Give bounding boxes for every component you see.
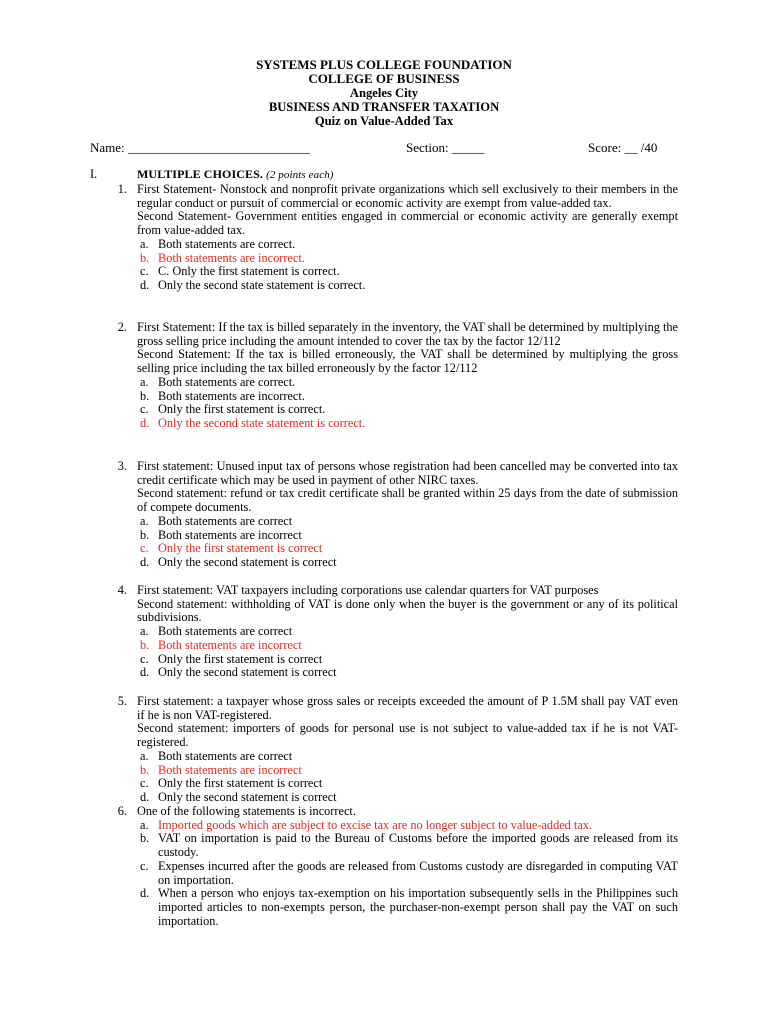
question-stem: One of the following statements is incorrect. [137, 804, 356, 818]
option-a[interactable] [137, 376, 678, 390]
option-b-answer[interactable] [137, 639, 678, 653]
question-number: 2. [117, 320, 127, 334]
option-c[interactable] [137, 777, 678, 791]
section-numeral: I. [90, 167, 98, 181]
option-letter: b. [140, 637, 150, 652]
statement-first: First statement: Unused input tax of persons whose registration had been cancelled may be converted into tax credit certificate which may be used in payment of other NIRC taxes. [137, 459, 678, 487]
statement-second: Second statement: importers of goods for personal use is not subject to value-added tax if he is not VAT-registered. [137, 721, 678, 750]
option-b-answer[interactable] [137, 764, 678, 778]
option-text: Only the first statement is correct [158, 651, 323, 666]
score-field-label: Score: __ /40 [588, 140, 658, 155]
option-letter: c. [140, 858, 149, 873]
question-6 [137, 805, 678, 928]
option-letter: d. [140, 789, 150, 804]
quiz-title: Quiz on Value-Added Tax [314, 114, 454, 128]
option-letter: b. [140, 831, 150, 846]
question-5 [137, 695, 678, 805]
city-name: Angeles City [349, 86, 419, 100]
option-letter: d. [140, 277, 150, 292]
name-field-label: Name: ____________________________ [90, 140, 310, 155]
option-text: Only the second state statement is correct. [158, 277, 366, 292]
option-a[interactable] [137, 515, 678, 529]
option-letter: a. [140, 513, 149, 528]
option-text: VAT on importation is paid to the Bureau of Customs before the imported goods are released from its custody. [158, 831, 678, 860]
institution-name: SYSTEMS PLUS COLLEGE FOUNDATION [256, 57, 512, 72]
option-a[interactable] [137, 750, 678, 764]
option-a[interactable] [137, 238, 678, 252]
option-d[interactable] [137, 279, 678, 293]
option-a-answer[interactable] [137, 819, 678, 833]
statement-first: First statement: a taxpayer whose gross sales or receipts exceeded the amount of P 1.5M shall pay VAT even if he is non VAT-registered. [137, 694, 678, 722]
option-d[interactable] [137, 887, 678, 928]
course-title: BUSINESS AND TRANSFER TAXATION [268, 100, 500, 114]
option-letter: d. [140, 665, 150, 680]
option-d-answer[interactable] [137, 417, 678, 431]
statement-second: Second statement: refund or tax credit certificate shall be granted within 25 days from the date of submission of compete documents. [137, 486, 678, 515]
option-text: Only the second statement is correct [158, 789, 337, 804]
option-letter: c. [140, 651, 149, 666]
option-letter: c. [140, 402, 149, 417]
question-2 [137, 321, 678, 431]
option-text: Both statements are incorrect [158, 527, 302, 542]
option-text: Both statements are incorrect [158, 762, 302, 777]
section-title [137, 168, 334, 183]
option-text: Imported goods which are subject to excise tax are no longer subject to value-added tax. [158, 817, 592, 832]
option-d[interactable] [137, 791, 678, 805]
option-a[interactable] [137, 625, 678, 639]
option-text: Both statements are correct. [158, 236, 296, 251]
option-letter: b. [140, 250, 150, 265]
question-3 [137, 460, 678, 570]
option-d[interactable] [137, 556, 678, 570]
statement-first: First Statement: If the tax is billed separately in the inventory, the VAT shall be determined by multiplying the gross selling price including the amount intended to cover the tax by the factor 12/112 [137, 320, 678, 348]
option-text: Only the first statement is correct [158, 776, 323, 791]
option-text: Only the first statement is correct. [158, 402, 326, 417]
statement-second: Second Statement: If the tax is billed erroneously, the VAT shall be determined by multiplying the gross selling price including the tax billed erroneously by the factor 12/112 [137, 347, 678, 376]
option-letter: b. [140, 762, 150, 777]
question-number: 5. [117, 694, 127, 708]
option-text: Both statements are correct [158, 624, 293, 639]
question-number: 3. [117, 459, 127, 473]
option-text: Both statements are correct. [158, 374, 296, 389]
option-letter: a. [140, 748, 149, 763]
question-number: 4. [117, 583, 127, 597]
statement-second: Second Statement- Government entities engaged in commercial or economic activity are generally exempt from value-added tax. [137, 209, 678, 238]
option-letter: b. [140, 527, 150, 542]
question-number: 1. [117, 182, 127, 196]
option-letter: c. [140, 264, 149, 279]
option-c[interactable] [137, 403, 678, 417]
option-d[interactable] [137, 666, 678, 680]
option-text: Both statements are correct [158, 513, 293, 528]
statement-first: First statement: VAT taxpayers including corporations use calendar quarters for VAT purposes [137, 583, 599, 597]
statement-second: Second statement: withholding of VAT is done only when the buyer is the government or any of its political subdivisions. [137, 596, 678, 625]
document-header [0, 58, 768, 128]
option-letter: a. [140, 817, 149, 832]
option-b[interactable] [137, 529, 678, 543]
section-title-text: MULTIPLE CHOICES. [137, 167, 263, 181]
option-text: Only the second state statement is correct. [158, 415, 366, 430]
option-text: Both statements are incorrect. [158, 388, 305, 403]
option-letter: a. [140, 624, 149, 639]
option-letter: a. [140, 236, 149, 251]
option-b[interactable] [137, 832, 678, 859]
option-text: Both statements are correct [158, 748, 293, 763]
option-letter: d. [140, 554, 150, 569]
option-text: Only the second statement is correct [158, 554, 337, 569]
question-1 [137, 183, 678, 293]
option-text: Both statements are incorrect. [158, 250, 305, 265]
option-c[interactable] [137, 653, 678, 667]
option-text: Both statements are incorrect [158, 637, 302, 652]
section-field-label: Section: _____ [406, 140, 485, 155]
option-letter: c. [140, 776, 149, 791]
statement-first: First Statement- Nonstock and nonprofit private organizations which sell exclusively to their members in the regular conduct or pursuit of commercial or economic activity are exempt from value-added tax. [137, 182, 678, 210]
question-4 [137, 584, 678, 680]
option-text: Expenses incurred after the goods are released from Customs custody are disregarded in computing VAT on importation. [158, 858, 678, 887]
question-number: 6. [117, 804, 127, 818]
option-c-answer[interactable] [137, 542, 678, 556]
college-name: COLLEGE OF BUSINESS [308, 71, 460, 86]
option-letter: d. [140, 886, 150, 901]
option-c[interactable] [137, 860, 678, 887]
option-letter: b. [140, 388, 150, 403]
option-b-answer[interactable] [137, 252, 678, 266]
option-text: Only the first statement is correct [158, 541, 323, 556]
option-letter: a. [140, 374, 149, 389]
points-note: (2 points each) [266, 169, 334, 181]
option-letter: d. [140, 415, 150, 430]
option-b[interactable] [137, 390, 678, 404]
option-text: C. Only the first statement is correct. [158, 264, 340, 279]
option-c[interactable] [137, 265, 678, 279]
option-text: Only the second statement is correct [158, 665, 337, 680]
option-letter: c. [140, 541, 149, 556]
option-text: When a person who enjoys tax-exemption on his importation subsequently sells in the Philippines such imported articles to non-exempts person, the purchaser-non-exempt person shall pay the VAT on such importation. [158, 886, 678, 928]
